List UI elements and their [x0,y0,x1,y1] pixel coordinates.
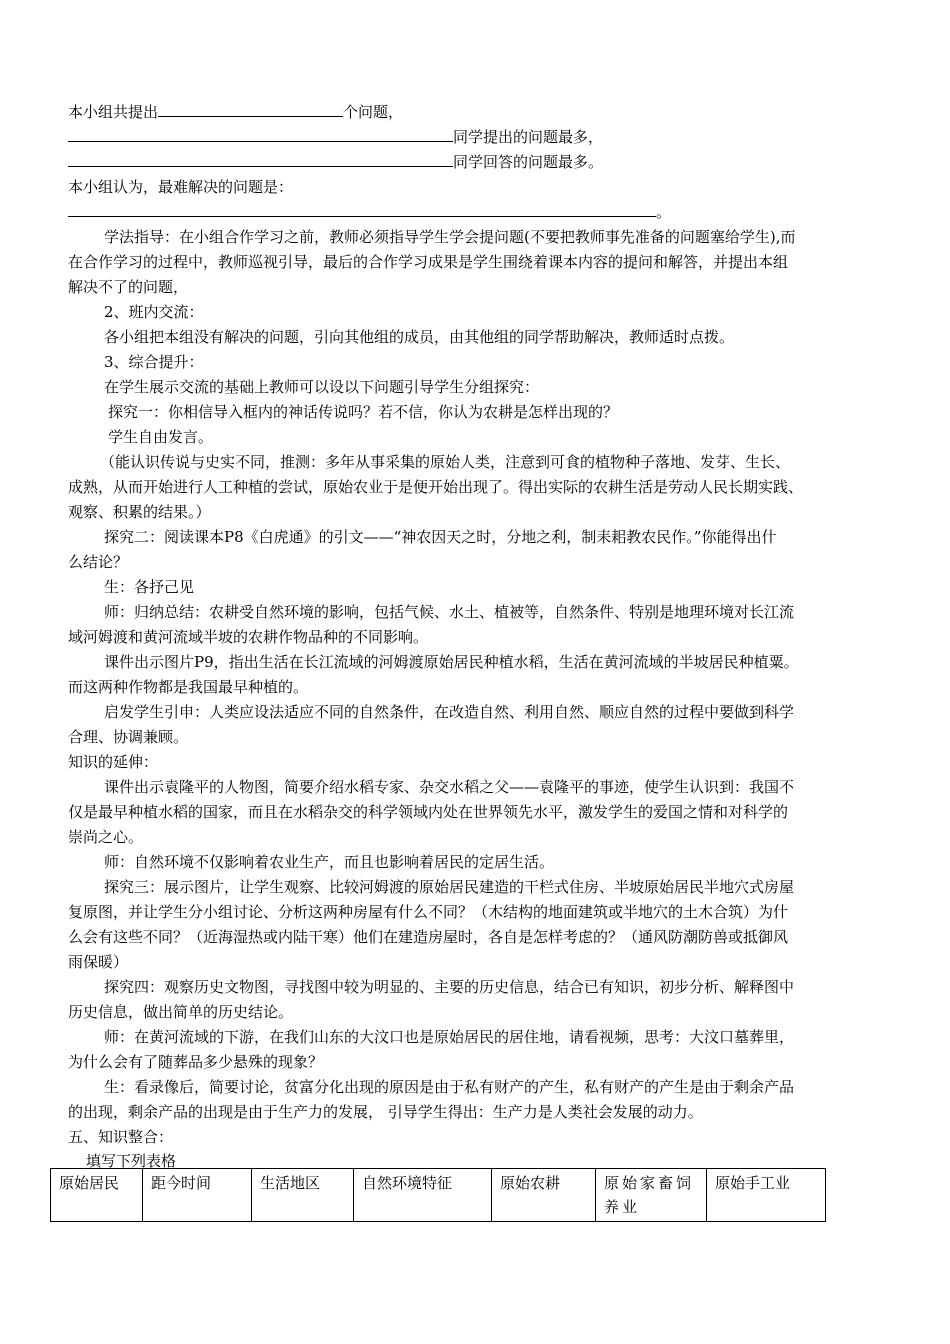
text-line: 复原图，并让学生分小组讨论、分析这两种房屋有什么不同？（木结构的地面建筑或半地穴的土木合筑）为什 [68,903,789,921]
section-heading: 知识的延伸： [68,753,159,771]
text-line: 各小组把本组没有解决的问题，引向其他组的成员，由其他组的同学帮助解决，教师适时点拨。 [104,328,735,346]
question-count-prefix: 本小组共提出 [68,103,159,121]
text-line: 的出现，剩余产品的出现是由于生产力的发展， 引导学生得出：生产力是人类社会发展的动力。 [68,1103,703,1121]
text-line: 解决不了的问题， [68,278,189,296]
text-line: 么会有这些不同？（近海湿热或内陆干寒）他们在建造房屋时，各自是怎样考虑的？（通风防潮防兽或抵御风 [68,928,789,946]
text-line: 生：看录像后，简要讨论，贫富分化出现的原因是由于私有财产的产生，私有财产的产生是由于剩余产品 [104,1078,795,1096]
text-line: 成熟，从而开始进行人工种植的尝试，原始农业于是便开始出现了。得出实际的农耕生活是劳动人民长期实践、 [68,478,804,496]
text-line: 雨保暖） [68,953,129,971]
text-line: 仅是最早种植水稻的国家，而且在水稻杂交的科学领域内处在世界领先水平，激发学生的爱国之情和对科学的 [68,803,789,821]
text-line: 生：各抒己见 [104,578,195,596]
question-count-suffix: 个问题， [343,103,404,121]
text-line: 观察、积累的结果。） [68,503,211,521]
most-answers-blank[interactable] [68,152,453,167]
most-questions-blank[interactable] [68,127,453,142]
text-line: 探究二：阅读课本P8《白虎通》的引文——“神农因天之时，分地之利，制耒耜教农民作。”你能得出什 [104,528,777,546]
text-line: 学生自由发言。 [108,428,214,446]
text-line: 域河姆渡和黄河流域半坡的农耕作物品种的不同影响。 [68,628,429,646]
table-header-cell[interactable]: 原始手工业 [707,1169,826,1222]
section-heading: 2、班内交流： [104,303,204,321]
most-answers-line [68,152,603,172]
table-header-row [51,1169,826,1222]
table-caption: 填写下列表格 [86,1152,177,1170]
most-questions-text: 同学提出的问题最多， [453,128,604,146]
text-line: 课件出示图片P9，指出生活在长江流域的河姆渡原始居民种植水稻，生活在黄河流域的半坡居民种植粟。 [104,653,799,671]
text-line: 么结论？ [68,553,129,571]
text-line: 探究三：展示图片，让学生观察、比较河姆渡的原始居民建造的干栏式住房、半坡原始居民半地穴式房屋 [104,878,795,896]
table-header-cell[interactable]: 距今时间 [143,1169,252,1222]
text-line: 课件出示袁隆平的人物图，简要介绍水稻专家、杂交水稻之父——袁隆平的事迹，使学生认识到：我国不 [104,778,795,796]
question-count-line [68,102,403,122]
hardest-question-end: 。 [656,203,672,221]
table-header-cell[interactable]: 自然环境特征 [354,1169,492,1222]
table-header-cell[interactable]: 原始农耕 [492,1169,596,1222]
text-line: 在合作学习的过程中，教师巡视引导，最后的合作学习成果是学生围绕着课本内容的提问和解答，并提出本组 [68,253,789,271]
knowledge-table [50,1168,826,1222]
text-line: 启发学生引申：人类应设法适应不同的自然条件，在改造自然、利用自然、顺应自然的过程中要做到科学 [104,703,795,721]
text-line: 师：在黄河流域的下游，在我们山东的大汶口也是原始居民的居住地，请看视频，思考：大汶口墓葬里， [104,1028,795,1046]
hardest-question-line [68,202,671,222]
text-line: 师：自然环境不仅影响着农业生产，而且也影响着居民的定居生活。 [104,853,555,871]
text-line: 探究四：观察历史文物图，寻找图中较为明显的、主要的历史信息，结合已有知识，初步分析、解释图中 [104,978,795,996]
text-line: 而这两种作物都是我国最早种植的。 [68,678,309,696]
text-line: （能认识传说与史实不同，推测：多年从事采集的原始人类，注意到可食的植物种子落地、发芽、生长、 [100,453,791,471]
text-line: 师：归纳总结：农耕受自然环境的影响，包括气候、水土、植被等，自然条件、特别是地理环境对长江流 [104,603,795,621]
table-header-cell[interactable]: 生活地区 [252,1169,354,1222]
text-line: 为什么会有了随葬品多少悬殊的现象？ [68,1053,324,1071]
text-line: 崇尚之心。 [68,828,144,846]
text-line: 合理、协调兼顾。 [68,728,189,746]
section-heading: 3、综合提升： [104,353,204,371]
text-line: 学法指导：在小组合作学习之前，教师必须指导学生学会提问题(不要把教师事先准备的问题塞给学生),而 [104,228,796,246]
most-answers-text: 同学回答的问题最多。 [453,153,604,171]
text-line: 在学生展示交流的基础上教师可以设以下问题引导学生分组探究： [104,378,540,396]
hardest-question-label: 本小组认为，最难解决的问题是： [68,178,294,196]
table-header-cell[interactable]: 原始家畜饲养业 [596,1169,707,1222]
text-line: 探究一：你相信导入框内的神话传说吗？若不信，你认为农耕是怎样出现的？ [108,403,619,421]
most-questions-line [68,127,603,147]
section-heading: 五、知识整合： [68,1128,174,1146]
text-line: 历史信息，做出简单的历史结论。 [68,1003,294,1021]
question-count-blank[interactable] [158,102,343,117]
hardest-question-blank[interactable] [68,202,656,217]
table-header-cell[interactable]: 原始居民 [51,1169,143,1222]
